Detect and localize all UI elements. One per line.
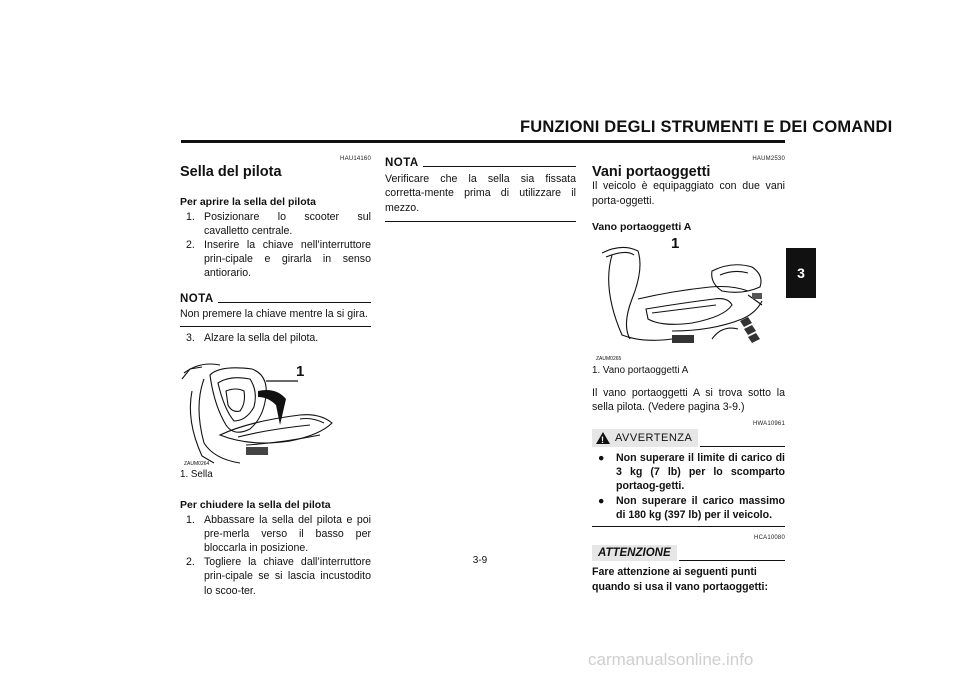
figure-callout: 1 [296,363,305,381]
page-header-title: FUNZIONI DEGLI STRUMENTI E DEI COMANDI [520,118,893,136]
figure-callout: 1 [671,235,680,253]
watermark: carmanualsonline.info [588,650,754,669]
open-step-3: 3. Alzare la sella del pilota. [186,332,319,345]
nota-text: Verificare che la sella sia fissata corretta-mente prima di utilizzare il mezzo. [385,173,576,214]
compartment-figure [592,235,785,363]
column-1 [180,152,371,598]
chapter-tab: 3 [786,248,816,298]
nota-header: NOTA [180,292,371,306]
section-title: Sella del pilota [180,164,282,181]
nota-text: Non premere la chiave mentre la si gira. [180,307,368,320]
column-2 [385,156,576,222]
open-seat-title: Per aprire la sella del pilota [180,196,316,209]
open-step-1: 1. Posizionare lo scooter sul cavalletto centrale. [186,210,371,237]
intro-text: Il veicolo è equipaggiato con due vani porta-oggetti. [592,180,785,207]
compartment-a-title: Vano portaoggetti A [592,220,692,233]
nota-end-rule [385,221,576,222]
close-step-1: 1. Abbassare la sella del pilota e poi pre-merla verso il basso per bloccarla in posizione. [186,513,371,555]
attention-text: Fare attenzione ai seguenti punti quando si usa il vano portaoggetti: [592,566,768,593]
warning-badge: ! AVVERTENZA [592,429,698,447]
figure-caption: 1. Sella [180,469,213,481]
warning-end-rule [592,526,785,527]
figure-caption: 1. Vano portaoggetti A [592,365,689,377]
column-3 [592,152,785,594]
figure-code: ZAUM0265 [596,356,622,363]
warning-header [592,429,785,447]
attention-header [592,545,785,561]
compartment-paragraph: Il vano portaoggetti A si trova sotto la sella pilota. (Vedere pagina 3-9.) [592,387,785,414]
header-rule [181,140,785,143]
warning-item-1: ● Non superare il limite di carico di 3 kg (7 lb) per lo scomparto portaog-getti. [598,452,785,493]
warning-item-2: ● Non superare il carico massimo di 180 kg (397 lb) per il veicolo. [598,494,785,521]
close-seat-title: Per chiudere la sella del pilota [180,499,331,512]
section-title: Vani portaoggetti [592,164,711,181]
page-number: 3-9 [472,555,488,566]
warning-code: HWA10961 [752,420,785,427]
section-code: HAU14160 [340,156,371,162]
seat-figure [180,351,371,466]
warning-triangle-icon [596,432,610,444]
attention-badge: ATTENZIONE [592,545,677,561]
figure-code: ZAUM0264 [184,461,210,468]
compartment-illustration [592,235,785,361]
nota-header: NOTA [385,156,576,170]
close-step-2: 2. Togliere la chiave dall’interruttore prin-cipale se si lascia incustodito lo scoo-ter. [186,556,371,597]
attention-code: HCA10080 [754,535,785,542]
seat-illustration [180,351,371,466]
section-code: HAUM2530 [752,156,785,162]
open-step-2: 2. Inserire la chiave nell’interruttore prin-cipale e girarla in senso antiorario. [186,239,371,280]
nota-end-rule [180,326,371,327]
